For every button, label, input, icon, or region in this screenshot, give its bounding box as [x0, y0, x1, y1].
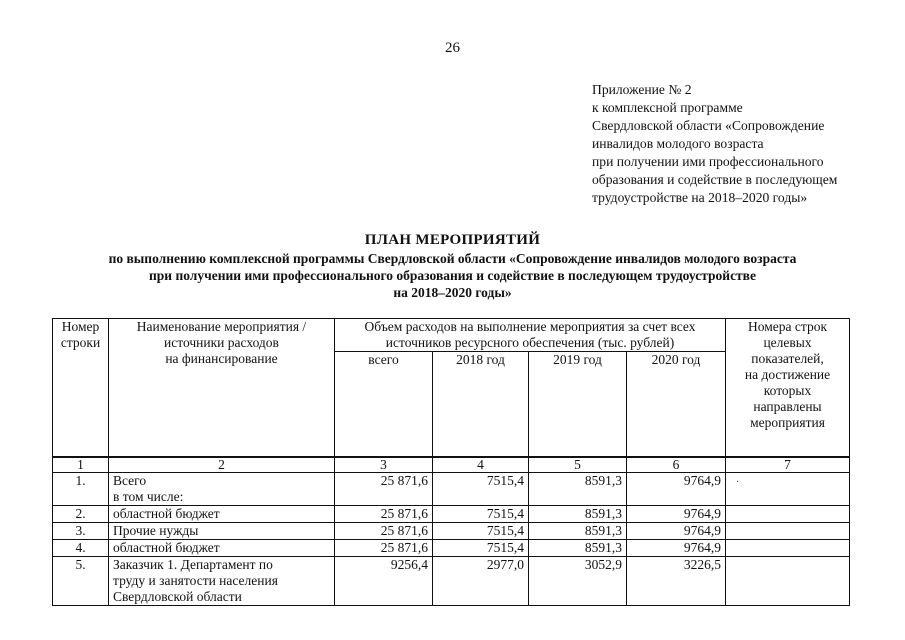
table-row — [53, 506, 850, 523]
row-2019: 8591,3 — [529, 540, 627, 557]
row-number: 5. — [53, 557, 109, 606]
column-number: 4 — [433, 457, 529, 473]
row-2019: 3052,9 — [529, 557, 627, 606]
column-number: 2 — [109, 457, 335, 473]
row-2018: 7515,4 — [433, 523, 529, 540]
row-2018: 2977,0 — [433, 557, 529, 606]
row-2020: 9764,9 — [627, 506, 726, 523]
scan-mark: · — [736, 477, 740, 488]
appendix-line: инвалидов молодого возраста — [592, 136, 764, 151]
row-total: 25 871,6 — [335, 473, 433, 506]
document-title — [0, 231, 905, 301]
column-number: 6 — [627, 457, 726, 473]
row-targets — [726, 557, 850, 606]
row-2020: 9764,9 — [627, 523, 726, 540]
appendix-line: Свердловской области «Сопровождение — [592, 118, 825, 133]
title-heading: ПЛАН МЕРОПРИЯТИЙ — [364, 232, 541, 248]
row-targets — [726, 523, 850, 540]
column-number: 7 — [726, 457, 850, 473]
appendix-line: при получении ими профессионального — [592, 154, 824, 169]
row-name: областной бюджет — [109, 506, 335, 523]
page-number: 26 — [445, 40, 460, 56]
row-targets — [726, 473, 850, 506]
header-2018: 2018 год — [433, 352, 529, 458]
row-2018: 7515,4 — [433, 473, 529, 506]
title-line: на 2018–2020 годы» — [393, 285, 512, 300]
row-2020: 3226,5 — [627, 557, 726, 606]
header-expenditure-volume: Объем расходов на выполнение мероприятия за счет всех источников ресурсного обеспечения (тыс. рублей) — [335, 319, 726, 352]
header-target-rows: Номера строк целевых показателей, на достижение которых направлены мероприятия — [726, 319, 850, 458]
header-row-number: Номер строки — [53, 319, 109, 458]
row-name: областной бюджет — [109, 540, 335, 557]
row-number: 2. — [53, 506, 109, 523]
appendix-line: образования и содействие в последующем — [592, 172, 838, 187]
row-name: Заказчик 1. Департамент по труду и занятости населения Свердловской области — [109, 557, 335, 606]
row-number: 4. — [53, 540, 109, 557]
title-line: при получении ими профессионального образования и содействие в последующем трудоустройстве — [149, 268, 756, 283]
row-2019: 8591,3 — [529, 473, 627, 506]
row-targets — [726, 506, 850, 523]
row-2018: 7515,4 — [433, 540, 529, 557]
row-2020: 9764,9 — [627, 473, 726, 506]
row-2020: 9764,9 — [627, 540, 726, 557]
column-number: 5 — [529, 457, 627, 473]
row-targets — [726, 540, 850, 557]
header-2020: 2020 год — [627, 352, 726, 458]
row-2019: 8591,3 — [529, 506, 627, 523]
row-total: 25 871,6 — [335, 540, 433, 557]
activities-plan-table — [52, 318, 850, 606]
table-row — [53, 523, 850, 540]
row-total: 25 871,6 — [335, 523, 433, 540]
appendix-line: к комплексной программе — [592, 100, 743, 115]
row-total: 9256,4 — [335, 557, 433, 606]
row-number: 3. — [53, 523, 109, 540]
table-row — [53, 473, 850, 506]
column-number-row — [53, 457, 850, 473]
header-2019: 2019 год — [529, 352, 627, 458]
appendix-note — [592, 81, 837, 207]
appendix-line: трудоустройстве на 2018–2020 годы» — [592, 190, 808, 205]
table-row — [53, 540, 850, 557]
title-line: по выполнению комплексной программы Свердловской области «Сопровождение инвалидов молодого возраста — [108, 251, 797, 266]
header-activity-name: Наименование мероприятия / источники расходов на финансирование — [109, 319, 335, 458]
row-total: 25 871,6 — [335, 506, 433, 523]
column-number: 3 — [335, 457, 433, 473]
row-2018: 7515,4 — [433, 506, 529, 523]
column-number: 1 — [53, 457, 109, 473]
table-row — [53, 557, 850, 606]
row-2019: 8591,3 — [529, 523, 627, 540]
row-name: Прочие нужды — [109, 523, 335, 540]
appendix-line: Приложение № 2 — [592, 82, 692, 97]
row-name: Всего в том числе: — [109, 473, 335, 506]
header-total: всего — [335, 352, 433, 458]
row-number: 1. — [53, 473, 109, 506]
